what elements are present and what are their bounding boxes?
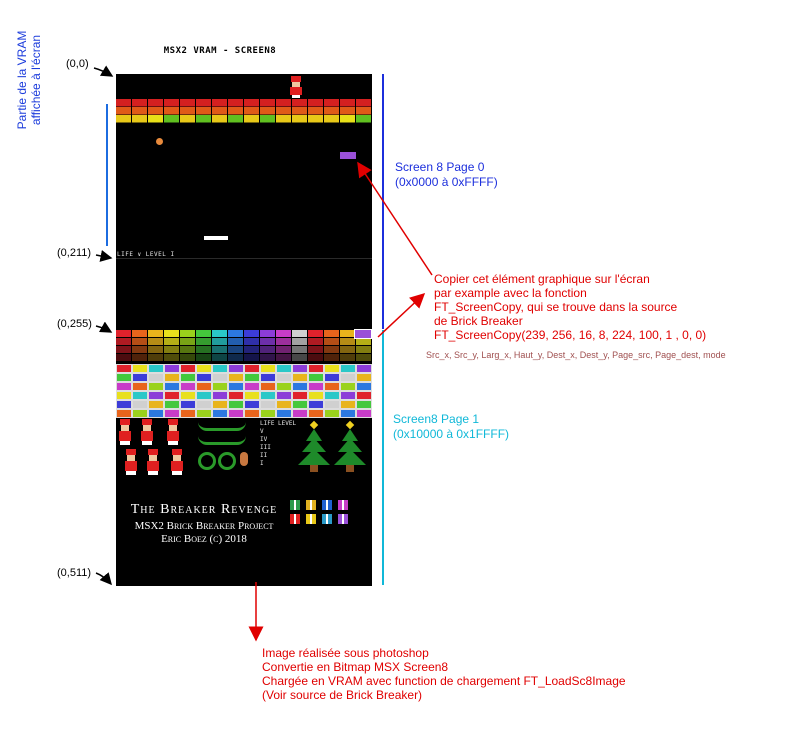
arrow-211 [96, 255, 111, 258]
credits-subtitle: MSX2 Brick Breaker Project [134, 520, 274, 532]
arrow-to-screen-brick [358, 163, 432, 275]
credits-author: Eric Boez (c) 2018 [161, 533, 247, 545]
coord-255: (0,255) [57, 318, 92, 330]
copy-note: Copier cet élément graphique sur l'écran par example avec la fonction FT_ScreenCopy, qui se trouve dans la source de Brick Breaker FT_ScreenCopy(239, 256, 16, 8, 224, 100, 1 , 0, 0) [434, 272, 707, 342]
hud-text: LIFE ∨ LEVEL I [117, 251, 175, 258]
coord-origin: (0,0) [66, 58, 89, 70]
arrow-from-sheet-brick [378, 294, 424, 337]
visible-vram-label: Partie de la VRAM affichée à l'écran [15, 30, 43, 130]
hud-item: LIFE LEVEL [260, 420, 297, 427]
copy-params: Src_x, Src_y, Larg_x, Haut_y, Dest_x, Dest_y, Page_src, Page_dest, mode [426, 350, 726, 360]
arrow-511 [96, 573, 111, 584]
coord-211: (0,211) [57, 247, 92, 259]
hud-item: II [260, 452, 268, 459]
hud-item: V [260, 428, 264, 435]
diagram-title: MSX2 VRAM - SCREEN8 [163, 46, 277, 56]
hud-item: III [260, 444, 271, 451]
coord-511: (0,511) [57, 567, 92, 579]
arrow-origin [94, 68, 112, 76]
credits-title: The Breaker Revenge [130, 502, 278, 517]
page1-note: Screen8 Page 1 (0x10000 à 0x1FFFF) [393, 412, 510, 441]
arrow-255 [96, 326, 111, 332]
page0-note: Screen 8 Page 0 (0x0000 à 0xFFFF) [395, 160, 498, 189]
hud-item: I [260, 460, 264, 467]
image-note: Image réalisée sous photoshop Convertie en Bitmap MSX Screen8 Chargée en VRAM avec function de chargement FT_LoadSc8Image (Voir source de Brick Breaker) [262, 646, 626, 702]
hud-item: IV [260, 436, 268, 443]
